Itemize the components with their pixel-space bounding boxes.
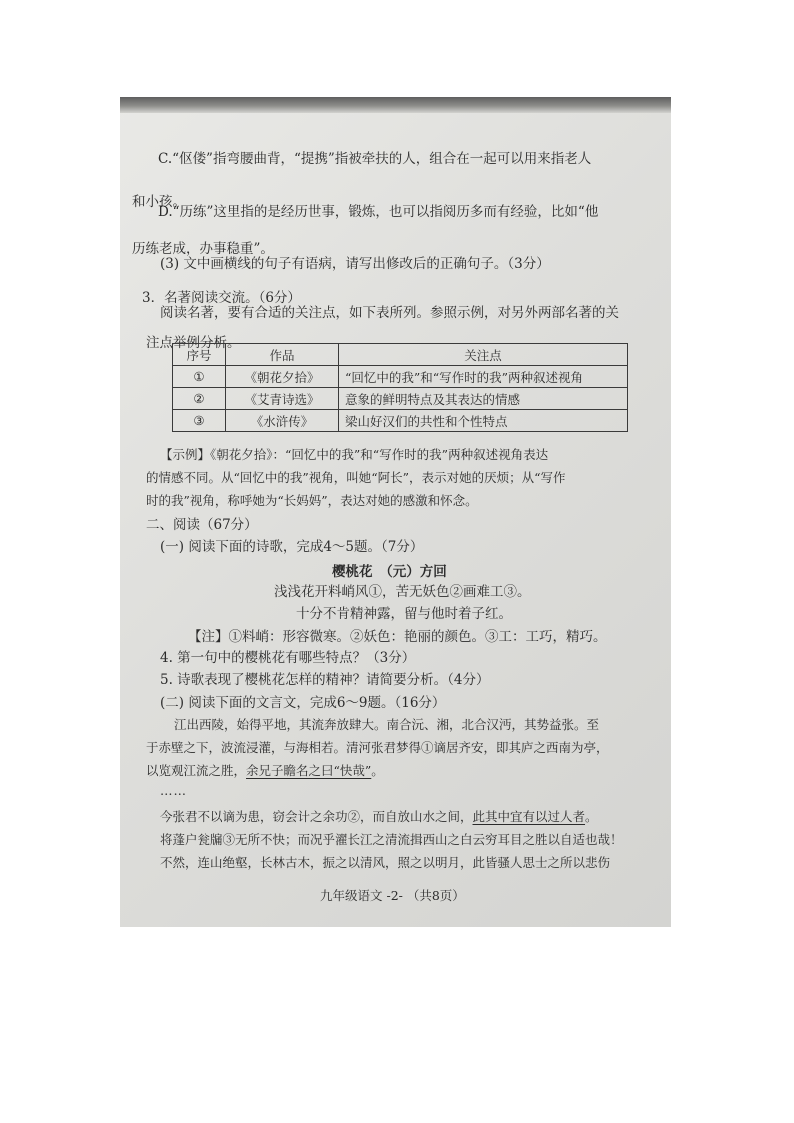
reading-part2-instruction: (二) 阅读下面的文言文，完成6～9题。（16分） <box>160 695 446 711</box>
reading-section-title: 二、阅读（67分） <box>146 517 258 533</box>
poem-notes: 【注】①料峭：形容微寒。②妖色：艳丽的颜色。③工：工巧，精巧。 <box>188 629 607 645</box>
question-4: 4. 第一句中的樱桃花有哪些特点？（3分） <box>160 650 416 666</box>
table-header-cell: 作品 <box>226 344 339 366</box>
example-line3: 时的我”视角，称呼她为“长妈妈”，表达对她的感激和怀念。 <box>146 493 478 508</box>
section-3-intro-line1: 阅读名著，要有合适的关注点，如下表所列。参照示例，对另外两部名著的关 <box>160 305 619 321</box>
classical-p2-line3: 不然，连山绝壑，长林古木，振之以清风，照之以明月，此皆骚人思士之所以悲伤 <box>160 855 611 870</box>
classical-p2-line1 <box>160 807 598 827</box>
classical-text: 。 <box>585 809 598 824</box>
section-3-title: 3．名著阅读交流。（6分） <box>142 290 301 306</box>
ellipsis: …… <box>160 783 187 798</box>
classical-text: 以览观江流之胜， <box>146 763 247 778</box>
classical-p1-line1: 江出西陵，始得平地，其流奔放肆大。南合沅、湘，北合汉沔，其势益张。至 <box>174 717 600 732</box>
table-cell: “回忆中的我”和“写作时的我”两种叙述视角 <box>339 366 628 388</box>
option-c-line2: 和小孩。 <box>132 194 186 210</box>
underlined-sentence: 此其中宜有以过人者 <box>472 809 586 824</box>
table-cell: ③ <box>173 410 226 432</box>
table-row <box>173 410 628 432</box>
table-header-cell: 序号 <box>173 344 226 366</box>
page-footer: 九年级语文 -2- （共8页） <box>320 888 465 903</box>
option-d-line2: 历练老成，办事稳重”。 <box>132 241 274 257</box>
classical-text: 今张君不以谪为患，窃会计之余功②，而自放山水之间， <box>160 809 473 824</box>
option-d-line1: D.“历练”这里指的是经历世事，锻炼，也可以指阅历多而有经验，比如“他 <box>158 204 599 220</box>
poem-title: 樱桃花 （元）方回 <box>332 564 447 580</box>
table-cell: 意象的鲜明特点及其表达的情感 <box>339 388 628 410</box>
classical-p1-line2: 于赤壁之下，波流浸灌，与海相若。清河张君梦得①谪居齐安，即其庐之西南为亭， <box>146 740 609 755</box>
option-c-line1: C.“伛偻”指弯腰曲背，“提携”指被牵扶的人，组合在一起可以用来指老人 <box>158 151 592 167</box>
table-cell: 《艾青诗选》 <box>226 388 339 410</box>
table-header-row <box>173 344 628 366</box>
table-cell: ① <box>173 366 226 388</box>
table-header-cell: 关注点 <box>339 344 628 366</box>
classical-p1-line3 <box>146 761 384 781</box>
table-cell: ② <box>173 388 226 410</box>
table-row <box>173 366 628 388</box>
example-line1: 【示例】《朝花夕拾》：“回忆中的我”和“写作时的我”两种叙述视角表达 <box>160 447 549 462</box>
table-cell: 《水浒传》 <box>226 410 339 432</box>
question-5: 5. 诗歌表现了樱桃花怎样的精神？请简要分析。（4分） <box>160 672 490 688</box>
question-3-rewrite: (3) 文中画横线的句子有语病，请写出修改后的正确句子。（3分） <box>160 256 550 272</box>
underlined-sentence: 余兄子瞻名之曰“快哉” <box>246 763 372 778</box>
table-cell: 梁山好汉们的共性和个性特点 <box>339 410 628 432</box>
example-line2: 的情感不同。从“回忆中的我”视角，叫她“阿长”，表示对她的厌烦；从“写作 <box>146 470 566 485</box>
exam-page <box>120 97 671 927</box>
focus-points-table <box>172 343 628 432</box>
reading-part1-instruction: (一) 阅读下面的诗歌，完成4～5题。（7分） <box>160 539 424 555</box>
poem-line2: 十分不肯精神露，留与他时着子红。 <box>296 606 512 622</box>
table-cell: 《朝花夕拾》 <box>226 366 339 388</box>
poem-line1: 浅浅花开料峭风①，苦无妖色②画难工③。 <box>274 584 531 600</box>
table-row <box>173 388 628 410</box>
classical-text: 。 <box>371 763 384 778</box>
scanned-page-photo <box>120 97 671 927</box>
section-3-intro-line2: 注点举例分析。 <box>146 335 241 351</box>
classical-p2-line2: 将蓬户瓮牖③无所不快；而况乎濯长江之清流揖西山之白云穷耳目之胜以自适也哉！ <box>160 832 623 847</box>
